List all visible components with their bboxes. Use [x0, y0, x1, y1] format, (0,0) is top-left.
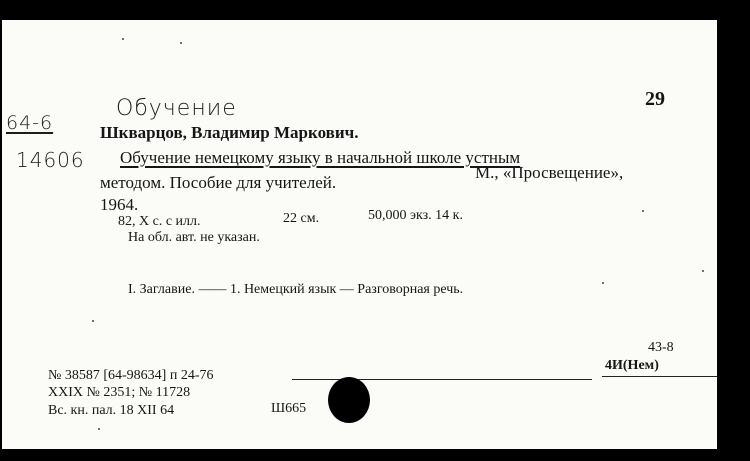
card-number: 29: [645, 88, 665, 110]
footer-line-1: № 38587 [64-98634] п 24-76: [48, 368, 214, 383]
dimensions: 22 см.: [283, 211, 320, 226]
handwritten-subject: Обучение: [116, 96, 237, 121]
speck: [642, 210, 644, 212]
publication-year: 1964.: [100, 195, 139, 214]
speck: [98, 428, 100, 430]
speck: [122, 38, 124, 40]
catalog-card: [2, 20, 717, 449]
edition-price: 50,000 экз. 14 к.: [368, 208, 463, 223]
scan-border: [717, 20, 750, 449]
speck: [702, 270, 704, 272]
footer-line-2: XXIX № 2351; № 11728: [48, 385, 191, 400]
tracings: I. Заглавие. —— 1. Немецкий язык — Разговорная речь.: [128, 282, 464, 297]
class-mark: 4И(Нем): [605, 358, 659, 373]
title-line-1: Обучение немецкому языку в начальной школе устным: [120, 148, 521, 167]
author-heading: Шкварцов, Владимир Маркович.: [100, 123, 359, 142]
footer-line-3: Вс. кн. пал. 18 XII 64: [48, 403, 175, 418]
speck: [92, 320, 94, 322]
handwritten-code-top: 64-6: [6, 112, 54, 134]
punch-hole: [328, 377, 370, 423]
footer-code: Ш665: [271, 401, 307, 416]
handwritten-code-bottom: 14606: [16, 148, 85, 172]
footer-rule-right: [602, 376, 717, 377]
author-note: На обл. авт. не указан.: [128, 230, 260, 245]
publisher: М., «Просвещение»,: [475, 163, 624, 182]
pagination: 82, X с. с илл.: [118, 214, 201, 229]
speck: [602, 282, 604, 284]
class-code: 43-8: [648, 340, 674, 355]
title-line-2: методом. Пособие для учителей.: [100, 173, 337, 192]
speck: [180, 42, 182, 44]
